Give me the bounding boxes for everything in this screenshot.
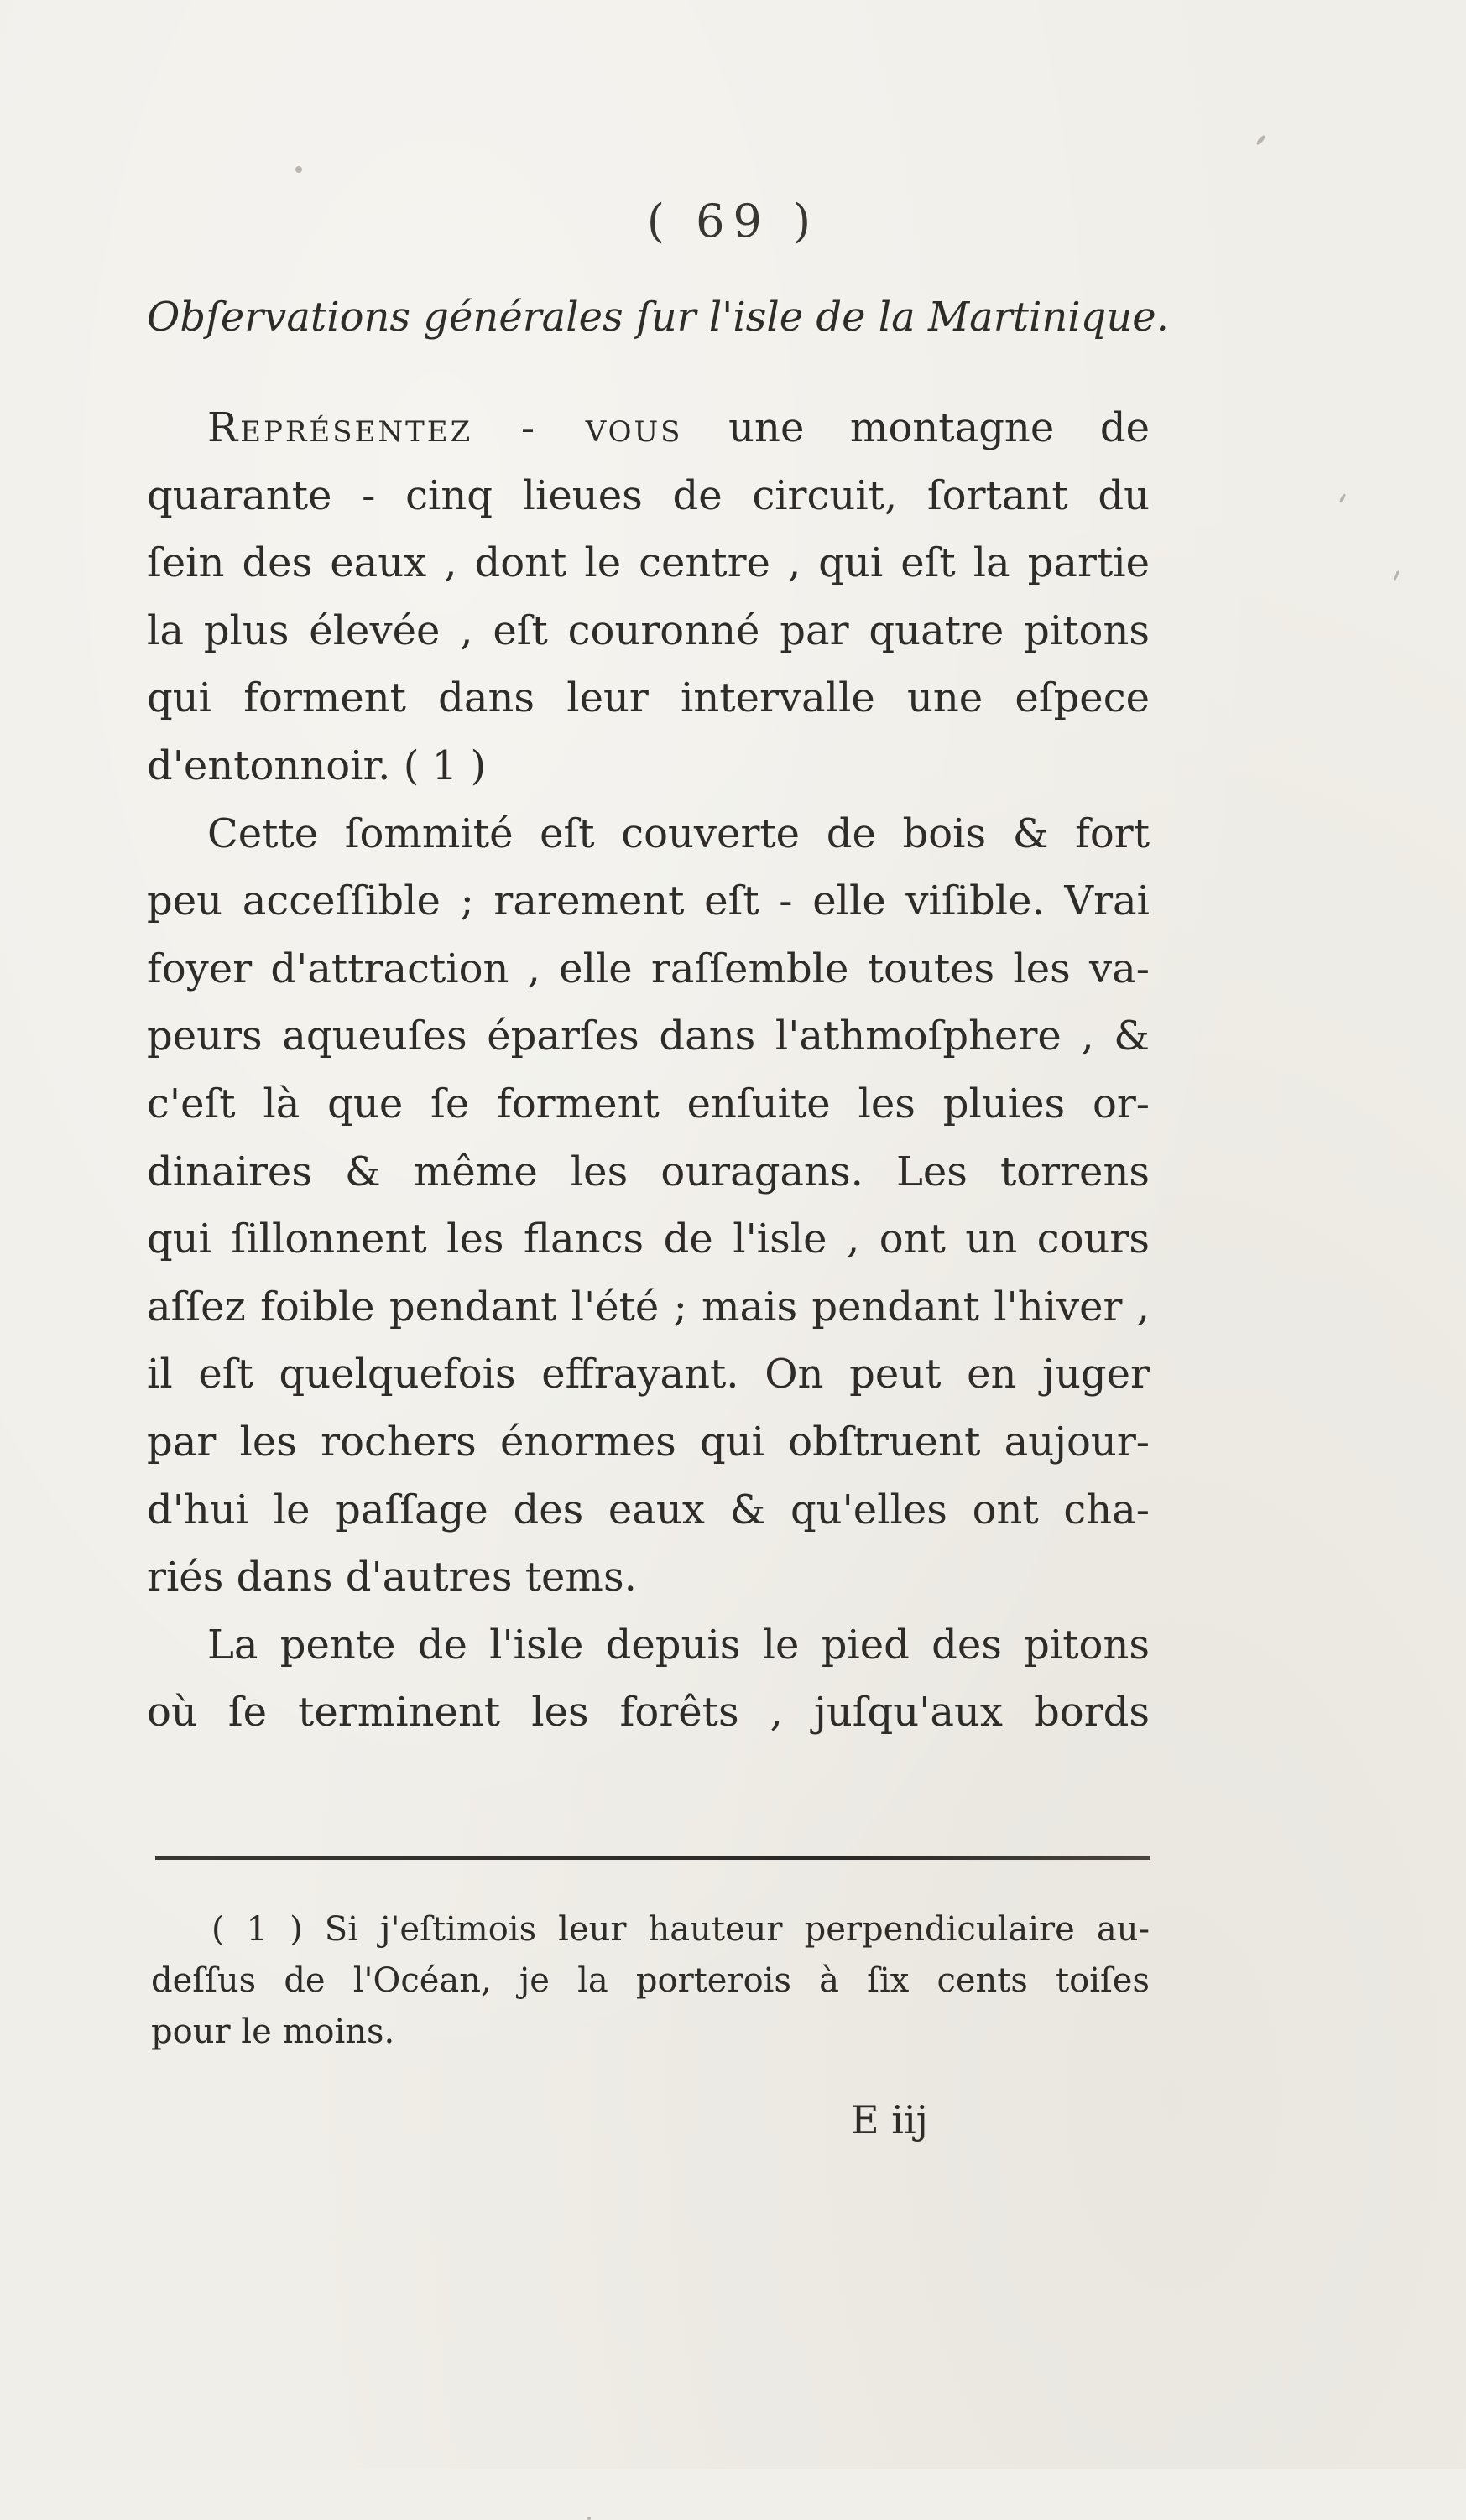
text-line: peurs aqueuſes éparſes dans l'athmoſphere , & [147, 1013, 1150, 1060]
text-line: La pente de l'isle depuis le pied des pitons [207, 1621, 1150, 1669]
text-line: c'eſt là que ſe forment enſuite les pluies or- [147, 1080, 1150, 1127]
text-line [147, 394, 1150, 462]
text-line: aſſez foible pendant l'été ; mais pendant l'hiver , [147, 1283, 1150, 1330]
footnote-line: ( 1 ) Si j'eſtimois leur hauteur perpendiculaire au- [211, 1910, 1150, 1949]
text-line: qui ſillonnent les flancs de l'isle , ont un cours [147, 1216, 1150, 1263]
footnote-line: pour le moins. [151, 2012, 395, 2051]
text-line: Cette ſommité eſt couverte de bois & fort [207, 810, 1150, 857]
text-line: foyer d'attraction , elle raſſemble toutes les va- [147, 945, 1150, 992]
text-line: dinaires & même les ouragans. Les torrens [147, 1148, 1150, 1195]
text-line: d'hui le paſſage des eaux & qu'elles ont cha- [147, 1486, 1150, 1533]
text-line: quarante - cinq lieues de circuit, ſortant du [147, 471, 1150, 519]
text-line: par les rochers énormes qui obſtruent aujour- [147, 1418, 1150, 1466]
line-text: une montagne de [728, 404, 1150, 451]
footnote-line: deſſus de l'Océan, je la porterois à ſix cents toiſes [151, 1961, 1150, 2000]
text-line: d'entonnoir. ( 1 ) [147, 742, 487, 789]
footnote-rule [155, 1856, 1150, 1860]
page-number-header: ( 69 ) [646, 195, 820, 247]
text-line: ſein des eaux , dont le centre , qui eſt la partie [147, 539, 1150, 587]
body-text [147, 394, 1150, 1747]
text-line: la plus élevée , eſt couronné par quatre pitons [147, 607, 1150, 654]
signature-mark: E iij [851, 2097, 928, 2143]
text-line: il eſt quelquefois effrayant. On peut en juger [147, 1351, 1150, 1398]
text-line: riés dans d'autres tems. [147, 1554, 637, 1601]
footnote [151, 1904, 1150, 2058]
text-line: peu acceſſible ; rarement eſt - elle viſible. Vrai [147, 877, 1150, 925]
lead-words: Représentez - vous [207, 404, 683, 451]
text-line: qui forment dans leur intervalle une eſpece [147, 674, 1150, 722]
text-line: où ſe terminent les forêts , juſqu'aux bords [147, 1689, 1150, 1736]
section-title: Obſervations générales ſur l'isle de la Martinique. [147, 294, 1169, 341]
